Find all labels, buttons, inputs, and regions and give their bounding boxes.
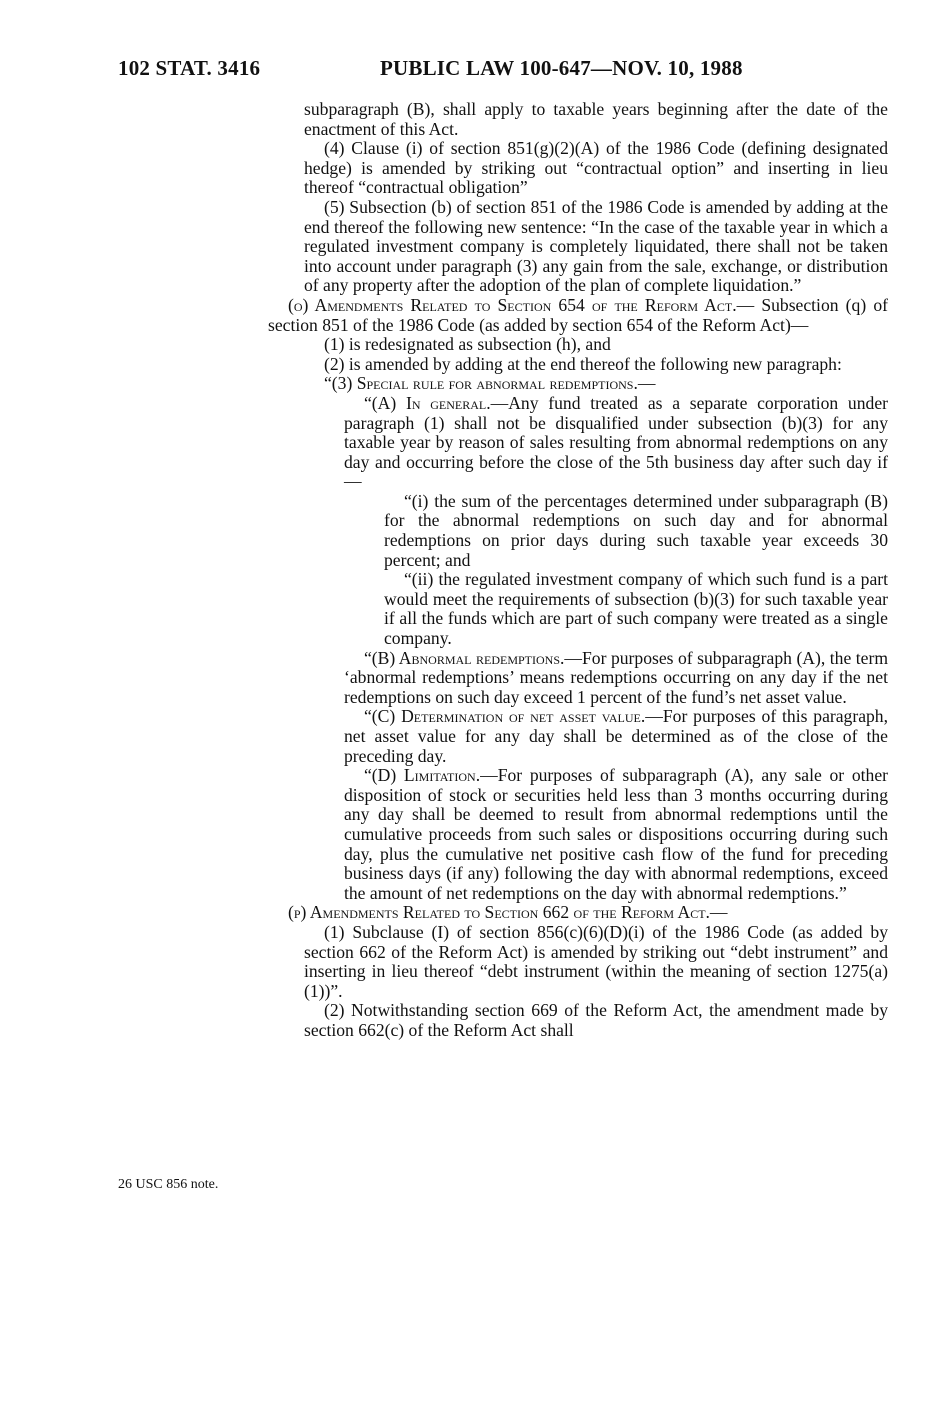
running-header: PUBLIC LAW 100-647—NOV. 10, 1988 [380,56,743,80]
subsection-o-heading: (o) Amendments Related to Section 654 of the Reform Act.— [288,294,755,315]
clause-i: “(i) the sum of the percentages determined under subparagraph (B) for the abnormal redemptions on such day and for abnormal redemptions on prior days during such taxable year exceeds 30 percent; and [384,490,888,570]
paragraph-5: (5) Subsection (b) of section 851 of the 1986 Code is amended by adding at the end thereof the following new sentence: “In the case of the taxable year in which a regulated investment company is completely liquidated, there shall not be taken into account under paragraph (3) any gain from the sale, exchange, or distribution of any property after the adoption of the plan of complete liquidation.” [304,196,888,296]
subparagraph-c [344,707,888,766]
paragraph-o-1: (1) is redesignated as subsection (h), and [324,334,611,355]
paragraph-3-heading: “(3) Special rule for abnormal redemptions.— [324,373,656,394]
subsection-o [268,296,888,335]
paragraph-4: (4) Clause (i) of section 851(g)(2)(A) of the 1986 Code (defining designated hedge) is amended by striking out “contractual option” and inserting in lieu thereof “contractual obligation” [304,138,888,198]
subparagraph-b [344,649,888,708]
subsection-o-text: Subsection (q) of section 851 of the 1986 Code (as added by section 654 of the Reform Act)— [268,294,888,335]
clause-ii: “(ii) the regulated investment company of which such fund is a part would meet the requirements of subsection (b)(3) for such taxable year if all the funds which are part of such company were treated as a single company. [384,569,888,649]
statute-page-number: 102 STAT. 3416 [118,56,261,80]
subsection-p-heading: (p) Amendments Related to Section 662 of the Reform Act.— [288,902,728,923]
subparagraph-b-text: —For purposes of subparagraph (A), the term ‘abnormal redemptions’ means redemptions occurring on any day if the net redemptions on such day exceed 1 percent of the fund’s net asset value. [344,647,889,707]
paragraph-o-2: (2) is amended by adding at the end thereof the following new paragraph: [324,353,842,374]
paragraph-continuation: subparagraph (B), shall apply to taxable years beginning after the date of the enactment of this Act. [304,99,888,139]
subparagraph-a [344,394,888,492]
margin-note: 26 USC 856 note. [118,1177,219,1192]
subparagraph-a-heading: “(A) In general. [364,392,491,413]
subparagraph-a-text: —Any fund treated as a separate corporation under paragraph (1) shall not be disqualified under subsection (b)(3) for any taxable year by reason of sales resulting from abnormal redemptions on any day and occurring before the close of the 5th business day after such day if— [344,392,888,492]
subparagraph-c-text: —For purposes of this paragraph, net asset value for any day shall be determined as of the close of the preceding day. [344,706,889,766]
subparagraph-d-text: —For purposes of subparagraph (A), any sale or other disposition of stock or securities held less than 3 months occurring during any day shall be deemed to result from abnormal redemptions until the cumulative proceeds from such sales or dispositions occurring during such day, plus the cumulative net positive cash flow of the fund for preceding business days (if any) following the day with abnormal redemptions, exceed the amount of net redemptions on the day with abnormal redemptions.” [344,765,888,903]
document-body [268,100,888,1041]
subparagraph-c-heading: “(C) Determination of net asset value. [364,706,646,727]
subparagraph-d [344,766,888,903]
subparagraph-b-heading: “(B) Abnormal redemptions. [364,647,565,668]
paragraph-p-2: (2) Notwithstanding section 669 of the Reform Act, the amendment made by section 662(c) of the Reform Act shall [304,1000,888,1040]
paragraph-p-1: (1) Subclause (I) of section 856(c)(6)(D)(i) of the 1986 Code (as added by section 662 of the Reform Act) is amended by striking out “debt instrument” and inserting in lieu thereof “debt instrument (within the meaning of section 1275(a)(1))”. [304,921,888,1001]
subparagraph-d-heading: “(D) Limitation. [364,765,481,786]
